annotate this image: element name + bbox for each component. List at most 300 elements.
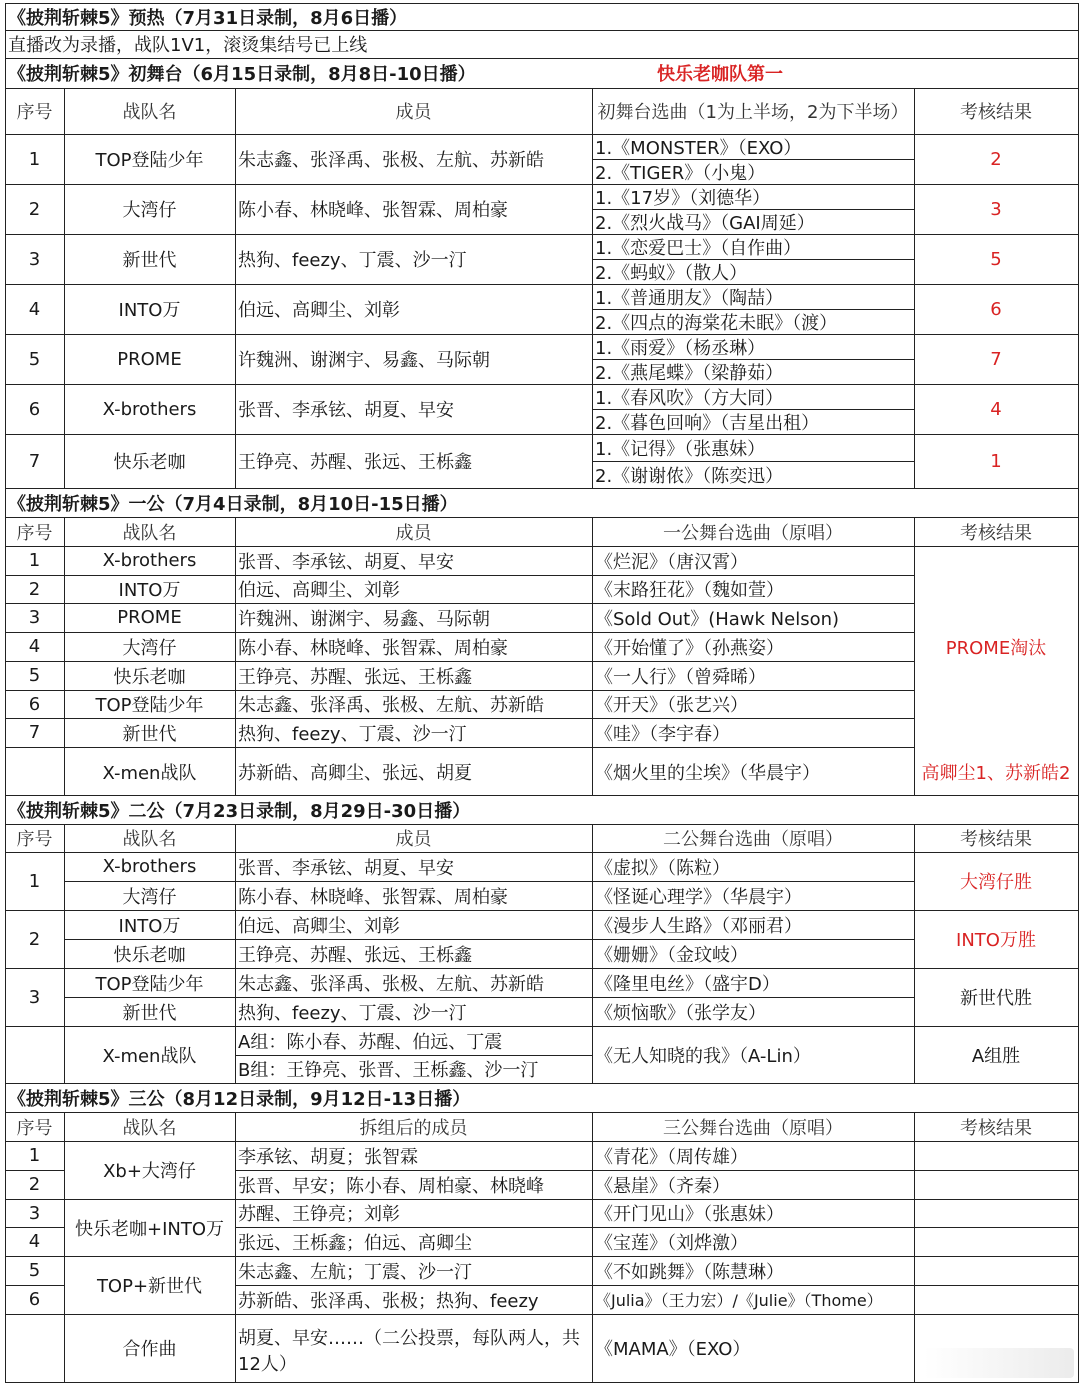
grid-line [592, 1285, 593, 1315]
column-header: 拆组后的成员 [359, 1117, 468, 1139]
grid-line [235, 852, 236, 911]
grid-line [5, 1141, 6, 1171]
column-header: 战队名 [122, 1117, 177, 1139]
grid-line [914, 748, 915, 796]
grid-line [235, 384, 236, 435]
grid-line [5, 3, 6, 59]
grid-line [64, 134, 65, 185]
column-header: 一公舞台选曲（原唱） [663, 522, 843, 544]
team-members: 苏新皓、张泽禹、张极；热狗、feezy [238, 1290, 539, 1312]
grid-line [1078, 795, 1079, 825]
grid-line [235, 1256, 236, 1286]
grid-line [592, 359, 915, 360]
grid-line [1078, 334, 1079, 385]
grid-line [5, 1170, 6, 1200]
grid-line [1078, 384, 1079, 435]
grid-line [235, 1199, 236, 1228]
rank-result: 3 [990, 198, 1002, 220]
grid-line [235, 284, 236, 335]
grid-line [1078, 1026, 1079, 1084]
watermark-overlay [924, 1348, 1074, 1378]
grid-line [592, 852, 593, 911]
assessment-result [914, 1199, 1078, 1227]
team-members: 王铮亮、苏醒、张远、王栎鑫 [238, 944, 472, 966]
rank-result: 7 [990, 348, 1002, 370]
grid-line [64, 546, 65, 576]
grid-line [64, 575, 65, 604]
collab-members: 胡夏、早安……（二公投票，每队两人，共12人） [238, 1328, 580, 1375]
grid-line [592, 88, 593, 135]
grid-line [64, 284, 65, 335]
grid-line [64, 632, 65, 662]
team-name: 大湾仔 [122, 886, 177, 908]
team-members: 张晋、李承铉、胡夏、早安 [238, 857, 454, 879]
team-members: 张远、王栎鑫；伯远、高卿尘 [238, 1232, 472, 1254]
grid-line [592, 546, 593, 576]
grid-line [64, 334, 65, 385]
grid-line [1078, 1256, 1079, 1286]
grid-line [1078, 284, 1079, 335]
grid-line [1078, 910, 1079, 969]
song-second-half: 2.《四点的海棠花未眠》（渡） [595, 312, 838, 334]
grid-line [235, 1055, 593, 1056]
grid-line [5, 1112, 6, 1142]
song-second-half: 2.《暮色回响》（吉星出租） [595, 412, 820, 434]
round2-title: 《披荆斩棘5》一公（7月4日录制，8月10日-15日播） [8, 493, 458, 515]
battle-result: 新世代胜 [960, 988, 1032, 1009]
grid-line [235, 575, 236, 604]
grid-line [592, 748, 593, 796]
grid-line [64, 603, 65, 633]
grid-line [235, 824, 236, 853]
row-number: 6 [28, 398, 41, 420]
grid-line [914, 1170, 915, 1200]
column-header: 战队名 [122, 829, 177, 850]
grid-line [592, 1314, 593, 1383]
grid-line [64, 1112, 65, 1142]
assessment-result [914, 1170, 1078, 1199]
stage-song: 《Sold Out》(Hawk Nelson) [595, 608, 840, 630]
grid-line [235, 603, 236, 633]
grid-line [64, 968, 65, 1027]
grid-line [914, 1256, 915, 1286]
team-name: 快乐老咖+INTO万 [74, 1218, 225, 1240]
grid-line [1078, 517, 1079, 547]
grid-line [914, 284, 915, 335]
grid-line [64, 1314, 65, 1383]
team-name: X-brothers [102, 398, 197, 420]
row-number: 5 [28, 665, 41, 686]
grid-line [592, 334, 593, 385]
grid-line [235, 748, 236, 796]
grid-line [64, 997, 915, 998]
grid-line [5, 632, 6, 662]
grid-line [5, 184, 6, 235]
grid-line [235, 1314, 236, 1383]
round1-title: 《披荆斩棘5》初舞台（6月15日录制，8月8日-10日播） [8, 64, 476, 85]
grid-line [1078, 1083, 1079, 1113]
row-number: 7 [28, 450, 41, 472]
stage-song: 《哇》（李宇春） [595, 723, 730, 745]
stage-song: 《Julia》（王力宏）/《Julie》（Thome） [595, 1291, 883, 1310]
grid-line [64, 234, 65, 285]
grid-line [235, 546, 236, 576]
column-header: 考核结果 [960, 522, 1032, 544]
round4-title: 《披荆斩棘5》三公（8月12日录制，9月12日-13日播） [8, 1088, 471, 1110]
xmen-team: X-men战队 [102, 762, 197, 784]
column-header: 初舞台选曲（1为上半场，2为下半场） [597, 102, 909, 123]
row-number: 2 [28, 578, 41, 600]
grid-line [592, 409, 915, 410]
row-number: 6 [28, 1289, 41, 1310]
xmen-members: 苏新皓、高卿尘、张远、胡夏 [238, 762, 472, 784]
column-header: 考核结果 [960, 102, 1032, 123]
preheat-title: 《披荆斩棘5》预热（7月31日录制，8月6日播） [8, 7, 408, 29]
team-members: 朱志鑫、张泽禹、张极、左航、苏新皓 [238, 973, 544, 995]
team-members: 张晋、李承铉、胡夏、早安 [238, 551, 454, 573]
grid-line [5, 434, 6, 489]
grid-line [914, 1112, 915, 1142]
grid-line [914, 1199, 915, 1228]
grid-line [592, 1199, 593, 1228]
grid-line [5, 58, 6, 89]
team-name: 快乐老咖 [113, 944, 186, 966]
grid-line [592, 434, 593, 489]
grid-line [592, 309, 915, 310]
grid-line [64, 434, 65, 489]
grid-line [1078, 1227, 1079, 1257]
row-number: 6 [28, 693, 41, 715]
song-second-half: 2.《谢谢侬》（陈奕迅） [595, 465, 784, 487]
team-members: 朱志鑫、左航；丁震、沙一汀 [238, 1261, 472, 1283]
grid-line [5, 88, 6, 135]
row-number: 3 [28, 1202, 41, 1224]
grid-line [64, 910, 65, 969]
team-members: 伯远、高卿尘、刘彰 [238, 580, 400, 601]
team-name: 大湾仔 [122, 637, 177, 659]
grid-line [592, 134, 593, 185]
grid-line [235, 1170, 236, 1200]
row-number: 3 [28, 986, 41, 1008]
grid-line [235, 1141, 236, 1171]
stage-song: 《烂泥》（唐汉霄） [595, 551, 748, 573]
xmen-song: 《烟火里的尘埃》（华晨宇） [595, 762, 820, 784]
grid-line [5, 852, 6, 911]
grid-line [914, 1141, 915, 1171]
grid-line [914, 824, 915, 853]
grid-line [1078, 3, 1079, 59]
stage-song: 《开天》（张艺兴） [595, 695, 748, 716]
collab-song: 《MAMA》（EXO） [595, 1339, 751, 1360]
grid-line [592, 209, 915, 210]
grid-line [5, 824, 6, 853]
grid-line [914, 968, 915, 1027]
rank-result: 1 [990, 450, 1002, 472]
grid-line [592, 1141, 593, 1171]
stage-song: 《宝莲》（刘烨激） [595, 1232, 748, 1254]
grid-line [1078, 488, 1079, 518]
grid-line [592, 1112, 593, 1142]
team-name: 新世代 [122, 1002, 177, 1024]
column-header: 考核结果 [960, 1117, 1032, 1139]
grid-line [592, 1256, 593, 1286]
grid-line [235, 661, 236, 691]
column-header: 序号 [16, 1117, 53, 1139]
grid-line [592, 718, 593, 748]
preheat-note: 直播改为录播，战队1V1，滚烫集结号已上线 [8, 35, 368, 56]
grid-line [592, 968, 593, 1027]
grid-line [235, 968, 236, 1027]
grid-line [1078, 852, 1079, 911]
grid-line [5, 384, 6, 435]
xmen-group-b: B组：王铮亮、张晋、王栎鑫、沙一汀 [238, 1060, 539, 1081]
grid-line [5, 1314, 6, 1383]
team-members: 陈小春、林晓峰、张智霖、周柏豪 [238, 200, 508, 221]
grid-line [592, 284, 593, 335]
team-members: 热狗、feezy、丁震、沙一汀 [238, 250, 467, 271]
column-header: 成员 [395, 522, 432, 544]
grid-line [5, 1256, 6, 1286]
grid-line [235, 1112, 236, 1142]
assessment-result [914, 1141, 1078, 1170]
column-header: 战队名 [122, 102, 177, 123]
team-name: X-brothers [102, 550, 197, 571]
column-header: 成员 [395, 829, 432, 850]
grid-line [64, 517, 65, 547]
grid-line [235, 517, 236, 547]
team-members: 热狗、feezy、丁震、沙一汀 [238, 723, 467, 745]
row-number: 4 [28, 298, 41, 320]
grid-line [914, 1026, 915, 1084]
grid-line [64, 690, 65, 719]
stage-song: 《一人行》（曾舜晞） [595, 666, 766, 688]
grid-line [592, 1026, 593, 1084]
column-header: 序号 [16, 102, 53, 123]
stage-song: 《隆里电丝》（盛宇D） [595, 973, 780, 995]
team-name: PROME [117, 607, 182, 628]
grid-line [592, 517, 593, 547]
grid-line [592, 184, 593, 235]
grid-line [235, 690, 236, 719]
grid-line [5, 284, 6, 335]
elimination-result: PROME淘汰 [945, 638, 1047, 659]
grid-line [64, 88, 65, 135]
grid-line [914, 852, 915, 911]
team-name: X-brothers [102, 856, 197, 877]
grid-line [235, 1227, 236, 1257]
grid-line [1078, 1199, 1079, 1228]
grid-line [5, 1083, 6, 1113]
team-name: INTO万 [118, 300, 181, 321]
grid-line [5, 1199, 6, 1228]
grid-line [914, 910, 915, 969]
grid-line [64, 1141, 65, 1200]
grid-line [914, 234, 915, 285]
stage-song: 《姗姗》（金玟岐） [595, 944, 748, 966]
song-first-half: 1.《春风吹》（方大同） [595, 387, 784, 409]
team-members: 张晋、李承铉、胡夏、早安 [238, 400, 454, 421]
grid-line [235, 334, 236, 385]
grid-line [235, 184, 236, 235]
stage-song: 《悬崖》（齐秦） [595, 1175, 730, 1197]
grid-line [914, 334, 915, 385]
grid-line [64, 184, 65, 235]
row-number: 5 [28, 348, 41, 370]
grid-line [1078, 88, 1079, 135]
team-members: 伯远、高卿尘、刘彰 [238, 300, 400, 321]
grid-line [1078, 434, 1079, 489]
song-first-half: 1.《普通朋友》（陶喆） [595, 287, 784, 309]
grid-line [592, 575, 593, 604]
row-number: 4 [28, 1231, 41, 1252]
grid-line [1078, 134, 1079, 185]
stage-song: 《怪诞心理学》（华晨宇） [595, 886, 802, 908]
grid-line [914, 434, 915, 489]
rank-result: 2 [990, 148, 1002, 170]
team-members: 伯远、高卿尘、刘彰 [238, 915, 400, 937]
row-number: 3 [28, 248, 41, 270]
xmen-result: A组胜 [971, 1045, 1021, 1067]
row-number: 1 [28, 550, 41, 571]
grid-line [64, 852, 65, 911]
song-first-half: 1.《恋爱巴士》（自作曲） [595, 237, 802, 259]
grid-line [64, 661, 65, 691]
grid-line [1078, 1170, 1079, 1200]
rank-result: 4 [990, 398, 1002, 420]
grid-line [1078, 58, 1079, 89]
grid-line [1078, 1141, 1079, 1171]
grid-line [914, 184, 915, 235]
grid-line [5, 690, 6, 719]
grid-line [5, 575, 6, 604]
grid-line [592, 824, 593, 853]
team-name: INTO万 [118, 580, 181, 601]
team-name: TOP登陆少年 [95, 150, 204, 171]
grid-line [5, 546, 6, 576]
grid-line [592, 690, 593, 719]
grid-line [592, 384, 593, 435]
row-number: 2 [28, 1174, 41, 1195]
grid-line [592, 234, 593, 285]
grid-line [5, 718, 6, 748]
grid-line [235, 88, 236, 135]
grid-line [914, 517, 915, 547]
team-members: 李承铉、胡夏；张智霖 [238, 1146, 418, 1168]
grid-line [64, 939, 915, 940]
grid-line [235, 234, 236, 285]
song-second-half: 2.《燕尾蝶》（梁静茹） [595, 362, 784, 384]
grid-line [64, 1026, 65, 1084]
column-header: 二公舞台选曲（原唱） [663, 829, 843, 850]
rank-result: 6 [990, 298, 1002, 320]
assessment-result [914, 1227, 1078, 1256]
grid-line [235, 632, 236, 662]
stage-song: 《漫步人生路》（邓丽君） [595, 915, 802, 937]
song-first-half: 1.《记得》（张惠妹） [595, 438, 766, 460]
grid-line [5, 795, 6, 825]
grid-line [1078, 1285, 1079, 1315]
grid-line [5, 234, 6, 285]
song-second-half: 2.《蚂蚁》（散人） [595, 262, 748, 284]
xmen-result: 高卿尘1、苏新皓2 [921, 762, 1071, 784]
grid-line [914, 384, 915, 435]
team-members: 朱志鑫、张泽禹、张极、左航、苏新皓 [238, 695, 544, 716]
team-name: TOP+新世代 [96, 1276, 203, 1297]
round1-highlight: 快乐老咖队第一 [657, 64, 783, 85]
grid-line [64, 824, 65, 853]
grid-line [64, 881, 915, 882]
team-members: 苏醒、王铮亮；刘彰 [238, 1204, 400, 1225]
stage-song: 《青花》（周传雄） [595, 1146, 748, 1168]
team-name: 新世代 [122, 723, 177, 745]
stage-song: 《虚拟》（陈粒） [595, 857, 730, 879]
team-name: 快乐老咖 [113, 666, 186, 688]
team-members: 陈小春、林晓峰、张智霖、周柏豪 [238, 886, 508, 908]
row-number: 3 [28, 607, 41, 628]
team-members: 热狗、feezy、丁震、沙一汀 [238, 1002, 467, 1024]
song-first-half: 1.《雨爱》（杨丞琳） [595, 337, 766, 359]
battle-result: 大湾仔胜 [960, 872, 1032, 893]
grid-line [592, 1170, 593, 1200]
team-members: 张晋、早安；陈小春、周柏豪、林晓峰 [238, 1175, 544, 1197]
song-second-half: 2.《烈火战马》（GAI周延） [595, 212, 815, 234]
grid-line [64, 384, 65, 435]
grid-line [235, 718, 236, 748]
grid-line [592, 661, 593, 691]
grid-line [914, 1314, 915, 1383]
battle-result: INTO万胜 [956, 930, 1036, 951]
column-header: 三公舞台选曲（原唱） [663, 1117, 843, 1139]
team-name: TOP登陆少年 [95, 973, 204, 995]
assessment-result [914, 1285, 1078, 1314]
grid-line [5, 748, 6, 796]
team-members: 朱志鑫、张泽禹、张极、左航、苏新皓 [238, 150, 544, 171]
grid-line [592, 910, 593, 969]
row-number: 1 [28, 870, 41, 892]
team-members: 王铮亮、苏醒、张远、王栎鑫 [238, 452, 472, 473]
column-header: 考核结果 [960, 829, 1032, 850]
grid-line [235, 134, 236, 185]
grid-line [5, 603, 6, 633]
xmen-song: 《无人知晓的我》（A-Lin） [595, 1045, 811, 1067]
grid-line [64, 748, 65, 796]
stage-song: 《开门见山》（张惠妹） [595, 1204, 784, 1225]
grid-line [5, 1026, 6, 1084]
grid-line [1078, 184, 1079, 235]
grid-line [5, 1285, 6, 1315]
collab-team: 合作曲 [122, 1339, 177, 1360]
team-members: 许魏洲、谢渊宇、易鑫、马际朝 [238, 608, 490, 630]
grid-line [64, 1199, 65, 1257]
grid-line [592, 259, 915, 260]
grid-line [592, 1227, 593, 1257]
row-number: 2 [28, 198, 41, 220]
column-header: 战队名 [122, 522, 177, 544]
grid-line [5, 334, 6, 385]
row-number: 2 [28, 928, 41, 950]
song-first-half: 1.《MONSTER》（EXO） [595, 137, 802, 159]
grid-line [1078, 968, 1079, 1027]
grid-line [914, 1227, 915, 1257]
grid-line [1078, 1112, 1079, 1142]
grid-line [5, 517, 6, 547]
grid-line [5, 910, 6, 969]
xmen-group-a: A组：陈小春、苏醒、伯远、丁震 [238, 1031, 503, 1053]
grid-line [592, 632, 593, 662]
team-name: Xb+大湾仔 [103, 1161, 196, 1182]
grid-line [5, 488, 6, 518]
row-number: 1 [28, 148, 41, 170]
